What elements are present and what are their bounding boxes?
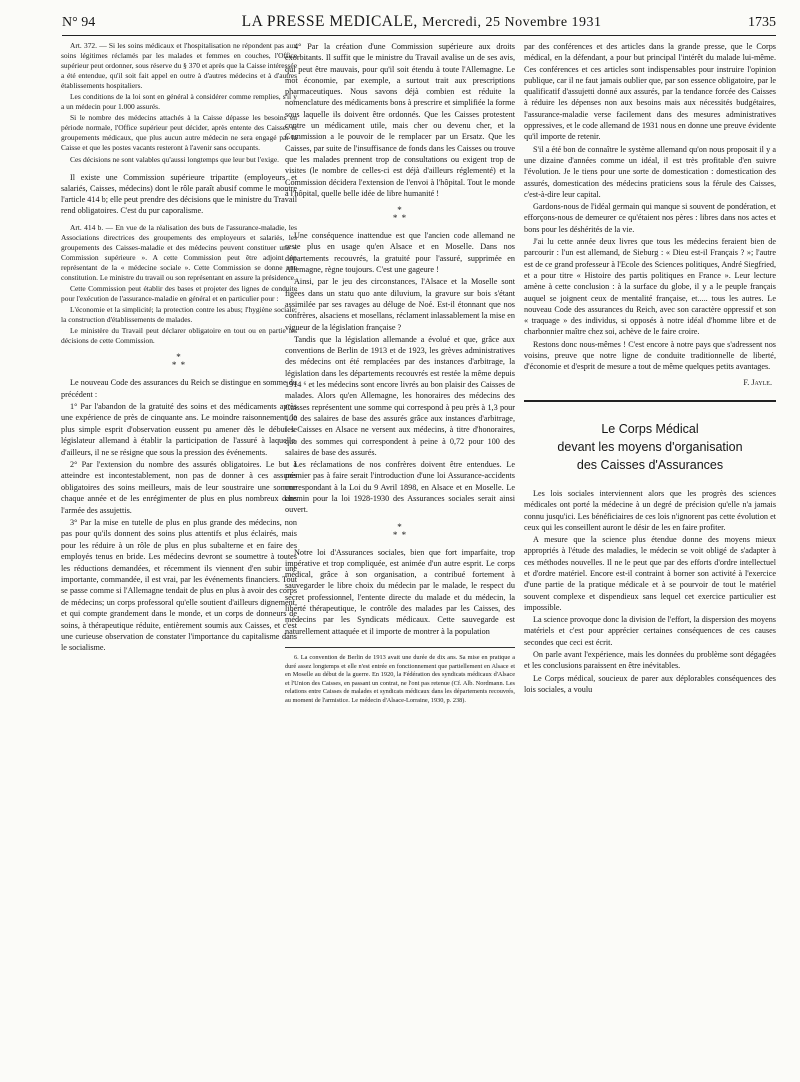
paragraph: Ces décisions ne sont valables qu'aussi longtemps que leur but l'exige.	[70, 154, 280, 164]
paragraph: Cette Commission peut établir des bases et projeter des lignes de conduite pour l'exécution de l'assurance-maladie en général et en particulier pour :	[61, 283, 297, 303]
paragraph: 2° Par l'extension du nombre des assurés obligatoires. Le but à atteindre est incontestablement, non pas de donner à ces assurés obligatoires des soins meilleurs, mais de leur soustraire une somme chaque année et de les enrégimenter de plus en plus nombreux dans l'armée des assujettis.	[61, 459, 297, 515]
footnote-text: 6. La convention de Berlin de 1913 avait une durée de dix ans. Sa mise en pratique a duré assez longtemps et elle n'est entrée en fonctionnement que partiellement en Alsace et en Moselle au début de la guerre. En 1920, la Fédération des syndicats médicaux d'Alsace et l'Union des Caisses, en passant un contrat, ne l'ont pas retenue (Cf. Alb. Nordmann. Les relations entre Caisses de malades et syndicats médicaux dans les départements recouvrés, au moment de l'armistice. Le médecin d'Alsace-Lorraine, 1930, p. 238).	[285, 653, 515, 704]
section-separator: * * *	[171, 352, 187, 371]
paragraph: La science provoque donc la division de l'effort, la dispersion des moyens matériels et c'est pour apprécier certaines conséquences de ces causes secondes que ceci est écrit.	[524, 615, 776, 647]
article-title-line: des Caisses d'Assurances	[576, 457, 724, 472]
footnote-rule	[285, 647, 515, 648]
article-title-line: Le Corps Médical	[601, 421, 699, 436]
paragraph: Si le nombre des médecins attachés à la Caisse dépasse les besoins en période normale, l'Office supérieur peut décider, après entente des Caisses et groupements médicaux, que plus aucun autre médecin ne sera engagé par la Caisse et que les postes vacants resteront à l'avenir sans occupants.	[61, 113, 297, 153]
paragraph: Restons donc nous-mêmes ! C'est encore à notre pays que s'adressent nos voisins, preuve que notre ligne de conduite traditionnelle de liberté, d'économie et d'esprit de mesure a tout de même quelques petits avantages.	[524, 339, 776, 372]
journal-name: LA PRESSE MEDICALE,	[241, 13, 418, 30]
article-title-line: devant les moyens d'organisation	[557, 439, 743, 454]
paragraph: 4° Par la création d'une Commission supérieure aux droits exorbitants. Il suffit que le ministre du Travail avalise un de ses avis, qui peut être mauvais, pour qu'il soit étendu à toute l'Allemagne. Le mot économie, par exemple, a surtout trait aux prescriptions pharmaceutiques. Nous savons déjà combien est réduite la nomenclature des médicaments bons à prescrire et simplifiée la forme sous laquelle ils doivent être ordonnés. Que les Caisses protestent contre un médicament utile, mais cher ou devenu cher, et la Commission a le pouvoir de le remplacer par un Ersatz. Que les Caisses, par suite de l'insuffisance de fonds dans les Caisses ou trouve que les malades prennent trop de consultations ou exigent trop de visites (le nombre de celles-ci est déjà d'ailleurs réglementé) et la Commission décidera l'extension de l'envoi à l'hôpital. Tout le monde à l'hôpital, quelle belle idée de libre humanité !	[285, 42, 515, 198]
paragraph: Le ministère du Travail peut déclarer obligatoire en tout ou en partie les décisions de cette Commission.	[61, 326, 297, 346]
paragraph: Le nouveau Code des assurances du Reich se distingue en somme du précédent :	[61, 378, 297, 399]
column-left	[61, 41, 297, 655]
paragraph: Une conséquence inattendue est que l'ancien code allemand ne reste plus en usage qu'en Alsace et en Moselle. Dans nos départements recouvrés, la gratuité pour l'assuré, supprimée en Allemagne, règne toujours. C'est une gageure !	[285, 231, 515, 275]
paragraph: Il existe une Commission supérieure tripartite (employeurs et salariés, Caisses, médecins) dont le rôle paraît abusif comme le montre l'article 414 b; elle peut prendre des décisions que le ministre du Travail rend obligatoires. C'est du pur caporalisme.	[61, 172, 297, 215]
paragraph: Les conditions de la loi sont en général à considérer comme remplies, s'il y a un médecin pour 1.000 assurés.	[61, 92, 297, 112]
paragraph: 3° Par la mise en tutelle de plus en plus grande des médecins, non pas pour qu'ils donnent des soins plus attentifs et plus éclairés, mais pour les réduire à un rôle de plus en plus subalterne et en faire des employés tenus en bride. Les médecins devront se soumettre à toutes les réductions demandées, et récemment ils viennent d'en subir une importante, commandée, il est vrai, par les événements financiers. Tout se passe comme si l'Allemagne tendait de plus en plus à avoir des corps de médecins; un corps professoral qu'elle soutient d'ailleurs dignement, et qui compte grandement dans le monde, et un corps de donneurs de soins, à thérapeutique réduite, entièrement soumis aux Caisses, et c'est une curieuse observation de constater l'importance du capitalisme dans le socialisme.	[61, 518, 297, 653]
paragraph: On parle avant l'expérience, mais les données du problème sont dégagées et les conclusions paraissent en être inévitables.	[524, 650, 776, 671]
paragraph: L'économie et la simplicité; la protection contre les abus; l'hygiène sociale; la construction d'établissements de malades.	[61, 304, 297, 324]
paragraph: J'ai lu cette année deux livres que tous les médecins feraient bien de parcourir : l'un est allemand, de Sieburg : « Dieu est-il Français ? »; l'autre est de ce grand professeur à l'Ecole des Sciences politiques, André Siegfried, et a pour titre « Histoire des partis politiques en France ». Leur lecture amène à cette conclusion : à la surface du globe, il y a le peuple français auquel se joignent ceux de mentalité française, et..... tous les autres. Le nouveau Code des assurances du Reich, avec son caractère oppressif et son « traquage » des individus, si opposés à notre idéal d'homme libre et de charbonnier maître chez soi, achève de le faire croire.	[524, 237, 776, 337]
column-right	[524, 41, 776, 696]
paragraph: S'il a été bon de connaître le système allemand qu'on nous proposait il y a une dizaine d'années comme un idéal, il est très profitable d'en suivre l'évolution. Je le tiens pour une sorte de domestication : domestication des assurés, domestication des médecins praticiens sous la férule des Caisses, c'est-à-dire leur capital.	[524, 144, 776, 199]
paragraph: Les réclamations de nos confrères doivent être entendues. Le premier pas à faire serait l'introduction d'une loi Assurance-accidents correspondant à la Loi du 9 Avril 1898, en Alsace et en Moselle. Le chemin pour la loi 1928-1930 des Assurances sociales serait ainsi ouvert.	[285, 460, 515, 515]
paragraph: Gardons-nous de l'idéal germain qui manque si souvent de pondération, et efforçons-nous de demeurer ce qu'étaient nos pères : libres dans nos actes et bons pour les déshérités de la vie.	[524, 202, 776, 234]
paragraph: Ainsi, par le jeu des circonstances, l'Alsace et la Moselle sont figées dans un statu quo ante diluvium, la gravure sur bois s'étant assimilée par ses ravages au déluge de Noé. Est-il étonnant que nos confrères, alsaciens et mosellans, réclament inlassablement la mise en vigueur de la législation française ?	[285, 277, 515, 332]
paragraph: par des conférences et des articles dans la grande presse, que le Corps médical, en la défendant, a pour but principal l'intérêt du malade lui-même. Ces conférences et ces articles sont indispensables pour instruire l'opinion publique, car il ne faut jamais oublier que, par son essence obligatoire, par le qualificatif d'assujetti donné aux assurés, par la tendance forcée des Caisses à réduire les dépenses non aux besoins mais aux nécessités budgétaires, l'assurance-maladie verse facilement dans des mesures administratives oppressives, et le code allemand de 1931 nous en donne une preuve évidente qu'il importe de retenir.	[524, 42, 776, 142]
page-number: 1735	[747, 15, 776, 30]
section-separator: * * *	[392, 205, 408, 224]
paragraph: Les lois sociales interviennent alors que les progrès des sciences médicales ont porté la médecine à un degré de précision qu'elle n'a jamais connu jusqu'ici. Les bénéficiaires de ces lois n'ignorent pas cette évolution et ceux qui les conseillent auront le désir de les en faire profiter.	[524, 488, 776, 532]
paragraph: Tandis que la législation allemande a évolué et que, grâce aux conventions de Berlin de 1913 et de 1923, les grèves administratives des médecins ont été remplacées par des instances d'arbitrage, la législation dans les départements recouvrés est restée la même depuis 1914 ⁶ et les médecins sont encore livrés au bon plaisir des Caisses de malades. Alors qu'en Allemagne, les honoraires des médecins des Caisses représentent une somme qui correspond à peu près à 1,3 pour 100 des salaires de base des assurés grâce aux instances d'arbitrage, les Caisses en Alsace ne versent aux médecins, à titre d'honoraires, que des sommes qui correspondent à peine à 0,72 pour 100 des salaires de base des assurés.	[285, 334, 515, 457]
column-middle	[285, 41, 515, 706]
paragraph: A mesure que la science plus étendue donne des moyens mieux appropriés à l'étude des maladies, le médecin se voit obligé de s'adapter à ces méthodes nouvelles. Il ne le peut que par des efforts d'ordre intellectuel et d'ordre matériel. Encore est-il contraint à borner son activité à l'exercice d'une partie de la pratique médicale et à se pourvoir de tout le matériel souvent complexe et dispendieux sans lequel cet exercice particulier est impossible.	[524, 535, 776, 612]
paragraph: Art. 414 b. — En vue de la réalisation des buts de l'assurance-maladie, les Associations directrices des groupements des employeurs et salariés, les groupements des Caisses-maladie et des médecins peuvent constituer une « Commission supérieure ». A cette Commission peut être adjoint un représentant de la « médecine sociale ». Cette Commission se donne une constitution. Le ministre du travail ou son représentant en assure la présidence.	[61, 222, 297, 282]
issue-date: Mercredi, 25 Novembre 1931	[422, 15, 602, 30]
author-signature: F. Jayle.	[743, 377, 772, 387]
paragraph: Art. 372. — Si les soins médicaux et l'hospitalisation ne répondent pas aux soins légitimes réclamés par les malades et femmes en couches, l'Office supérieur peut ordonner, sous réserve du § 370 et après que la Caisse intéressée a été entendue, qu'il soit fait appel en outre à d'autres médecins et à d'autres établissements hospitaliers.	[61, 41, 297, 91]
section-separator: * * *	[392, 521, 408, 540]
running-header	[62, 13, 776, 36]
article-divider	[524, 400, 776, 402]
article-title	[524, 420, 776, 474]
footnote	[285, 654, 515, 706]
paragraph: 1° Par l'abandon de la gratuité des soins et des médicaments après une expérience de près de cinquante ans. Le moindre raisonnement, le plus simple esprit d'observation eussent pu amener dès le début le législateur allemand à établir la participation de l'assuré à laquelle, d'ailleurs, il ne se résigne que sous la pression des événements.	[61, 401, 297, 457]
paragraph: Notre loi d'Assurances sociales, bien que fort imparfaite, trop impérative et trop compliquée, est animée d'un autre esprit. Le corps médical, grâce à son organisation, a contribué fortement à sauvegarder le libre choix du médecin par le malade, le respect du secret professionnel, l'entente directe du malade et du médecin, la liberté thérapeutique, le contrôle des malades par les Caisses, des médecins par les Syndicats médicaux. Cette sauvegarde est naturellement attaquée et il importe de montrer à la population	[285, 547, 515, 636]
paragraph: Le Corps médical, soucieux de parer aux déplorables conséquences des lois sociales, a voulu	[524, 673, 776, 694]
issue-number: N° 94	[62, 15, 96, 30]
journal-title	[242, 13, 602, 31]
